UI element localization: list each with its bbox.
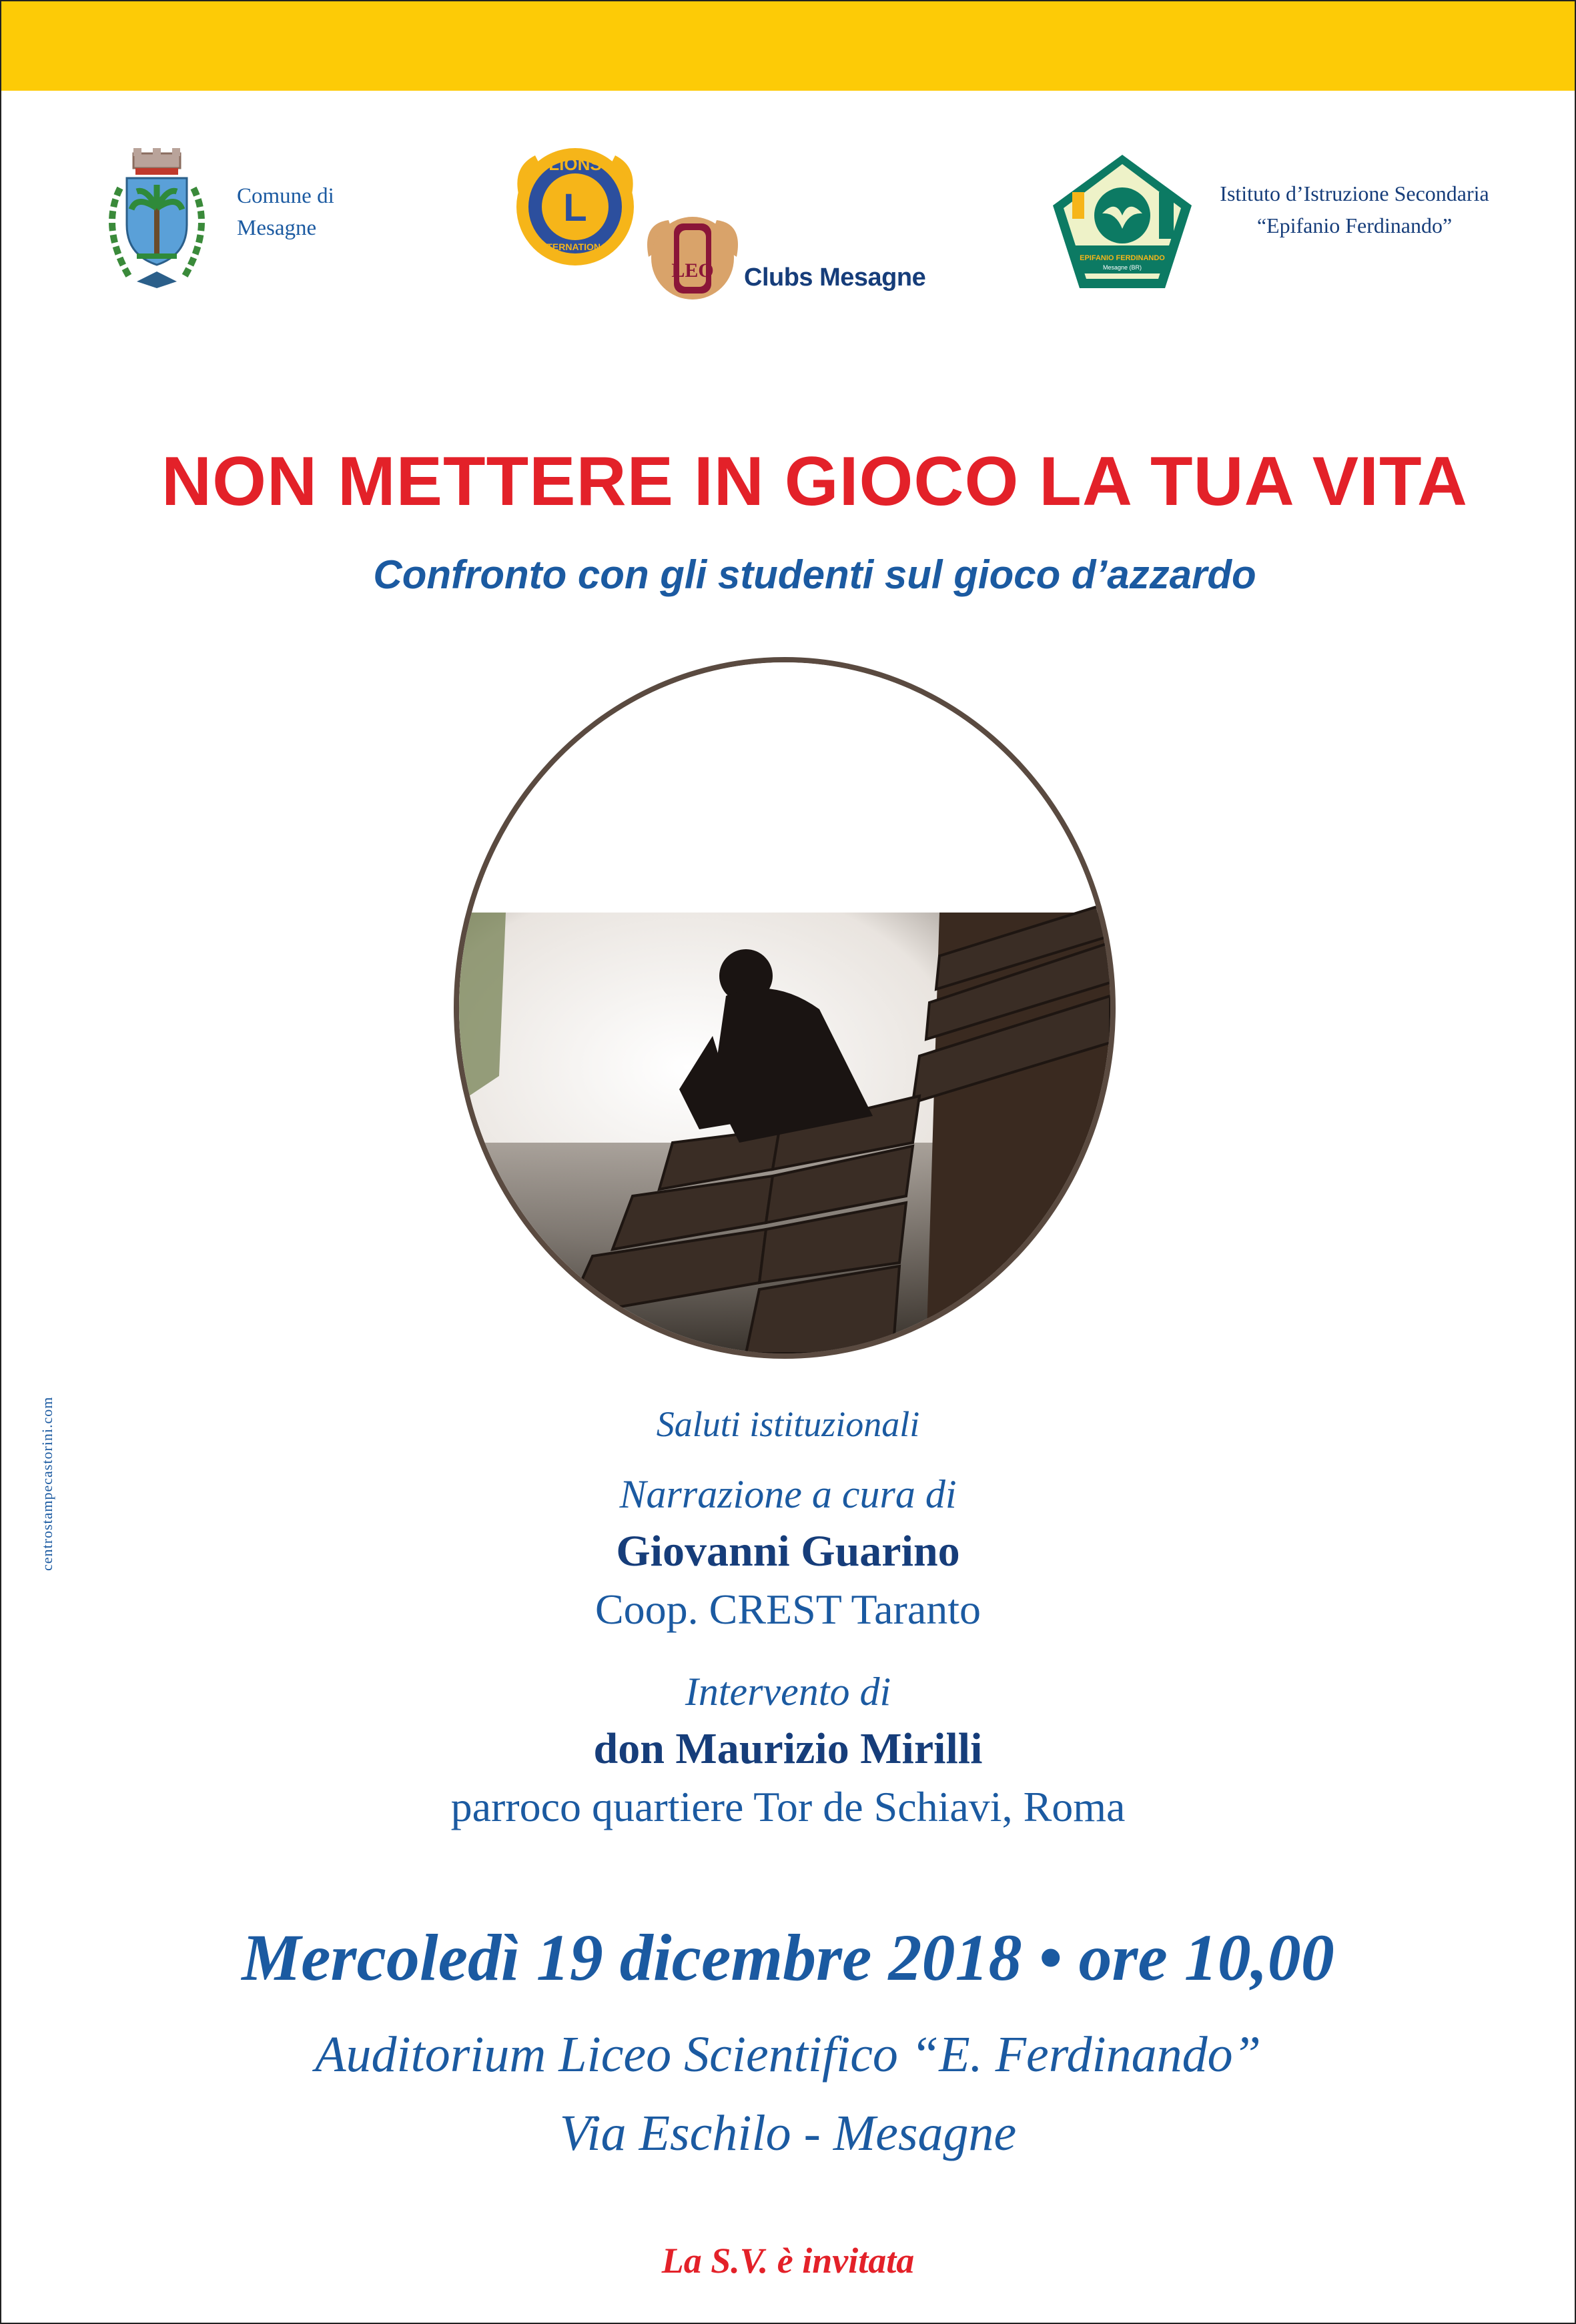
printer-credit: centrostampecastorini.com [39, 1396, 55, 1571]
comune-name-line1: Comune di [237, 184, 334, 208]
school-emblem-place: Mesagne (BR) [1102, 264, 1142, 271]
lions-logo-icon [508, 142, 642, 272]
main-title: NON METTERE IN GIOCO LA TUA VITA [161, 443, 1468, 520]
leo-logo-icon [642, 210, 743, 307]
comune-name-line2: Mesagne [237, 216, 317, 240]
event-date-time: Mercoledì 19 dicembre 2018 • ore 10,00 [242, 1920, 1334, 1994]
sad-man-on-bench-image [459, 662, 1110, 1353]
subtitle: Confronto con gli studenti sul gioco d’azzardo [373, 552, 1256, 597]
top-color-band [1, 1, 1575, 91]
intervento-label: Intervento di [685, 1670, 891, 1714]
lions-top-text: LIONS [548, 154, 602, 174]
narrator-organization: Coop. CREST Taranto [595, 1586, 981, 1633]
invitation-note: La S.V. è invitata [661, 2241, 915, 2281]
school-name-line1: Istituto d’Istruzione Secondaria [1220, 181, 1489, 205]
clubs-label: Clubs Mesagne [744, 263, 926, 292]
circular-photo [454, 657, 1116, 1359]
coat-of-arms-icon [97, 148, 217, 298]
school-name-line2: “Epifanio Ferdinando” [1256, 213, 1453, 237]
leo-text: LEO [671, 259, 714, 281]
saluti-label: Saluti istituzionali [656, 1404, 920, 1444]
narrator-name: Giovanni Guarino [616, 1527, 960, 1576]
school-emblem-icon [1049, 152, 1196, 292]
speaker-name: don Maurizio Mirilli [593, 1724, 983, 1773]
narrazione-label: Narrazione a cura di [619, 1472, 957, 1516]
school-emblem-name: EPIFANIO FERDINANDO [1080, 254, 1165, 262]
speaker-role: parroco quartiere Tor de Schiavi, Roma [450, 1783, 1126, 1830]
event-venue: Auditorium Liceo Scientifico “E. Ferdinando” [315, 2026, 1261, 2083]
event-address: Via Eschilo - Mesagne [559, 2105, 1017, 2161]
lions-bottom-text: INTERNATIONAL [537, 241, 613, 252]
lions-letter: L [563, 186, 587, 229]
